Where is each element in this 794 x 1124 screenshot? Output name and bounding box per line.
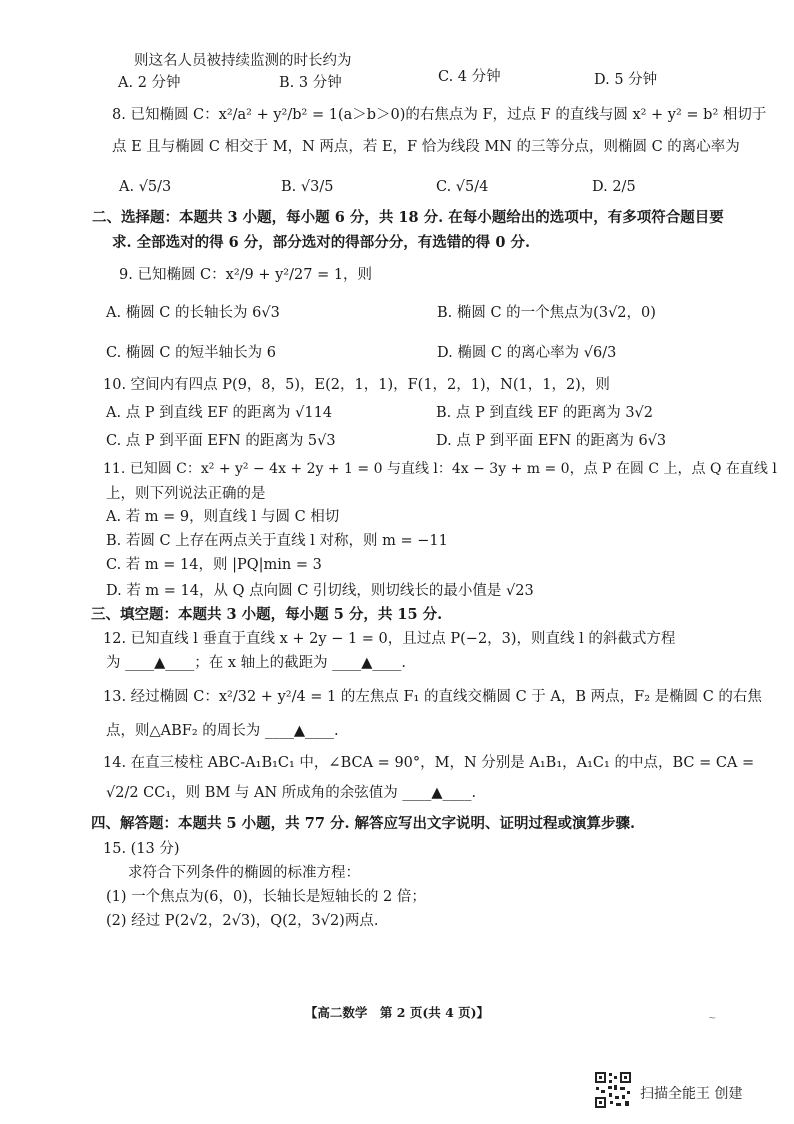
q9-option-d: D. 椭圆 C 的离心率为 √6/3: [437, 345, 617, 361]
q10-option-d: D. 点 P 到平面 EFN 的距离为 6√3: [436, 433, 667, 449]
q8-option-b: B. √3/5: [281, 179, 334, 195]
q11-line2: 上，则下列说法正确的是: [106, 486, 266, 502]
q7-option-d: D. 5 分钟: [594, 72, 658, 88]
q10-option-a: A. 点 P 到直线 EF 的距离为 √114: [106, 405, 333, 421]
q8-option-d: D. 2/5: [592, 179, 636, 195]
q10-option-b: B. 点 P 到直线 EF 的距离为 3√2: [436, 405, 654, 421]
q11-line1: 11. 已知圆 C：x² + y² − 4x + 2y + 1 = 0 与直线 l：4x − 3y + m = 0，点 P 在圆 C 上，点 Q 在直线 l: [103, 461, 777, 477]
q11-option-d: D. 若 m = 14，从 Q 点向圆 C 引切线，则切线长的最小值是 √23: [106, 583, 534, 599]
q11-option-b: B. 若圆 C 上存在两点关于直线 l 对称，则 m = −11: [106, 533, 448, 549]
q14-line2: √2/2 CC₁，则 BM 与 AN 所成角的余弦值为 ____▲____.: [106, 785, 477, 801]
q13-line2: 点，则△ABF₂ 的周长为 ____▲____.: [106, 723, 339, 739]
q12-line2: 为 ____▲____；在 x 轴上的截距为 ____▲____.: [106, 655, 407, 671]
q10-stem: 10. 空间内有四点 P(9，8，5)，E(2，1，1)，F(1，2，1)，N(1，1，2)，则: [103, 377, 610, 393]
q7-option-c: C. 4 分钟: [438, 69, 501, 85]
q7-stem: 则这名人员被持续监测的时长约为: [134, 53, 352, 69]
page-footer: 【高二数学 第 2 页(共 4 页)】: [304, 1005, 490, 1020]
scanner-brand-text: 扫描全能王 创建: [640, 1086, 743, 1102]
q8-line2: 点 E 且与椭圆 C 相交于 M，N 两点，若 E，F 恰为线段 MN 的三等分点，则椭圆 C 的离心率为: [112, 139, 740, 155]
q7-option-b: B. 3 分钟: [279, 75, 342, 91]
section4: 四、解答题：本题共 5 小题，共 77 分. 解答应写出文字说明、证明过程或演算步骤.: [91, 815, 636, 832]
section2-line2: 求. 全部选对的得 6 分，部分选对的得部分分，有选错的得 0 分.: [112, 234, 531, 251]
q8-option-a: A. √5/3: [119, 179, 172, 195]
section3: 三、填空题：本题共 3 小题，每小题 5 分，共 15 分.: [91, 606, 443, 623]
q15-part2: (2) 经过 P(2√2，2√3)，Q(2，3√2)两点.: [106, 913, 379, 929]
q9-option-c: C. 椭圆 C 的短半轴长为 6: [106, 345, 276, 361]
q9-stem: 9. 已知椭圆 C：x²/9 + y²/27 = 1，则: [119, 267, 373, 283]
q11-option-a: A. 若 m = 9，则直线 l 与圆 C 相切: [106, 509, 340, 525]
q9-option-a: A. 椭圆 C 的长轴长为 6√3: [106, 305, 280, 321]
qr-code-icon: [594, 1071, 632, 1109]
q13-line1: 13. 经过椭圆 C：x²/32 + y²/4 = 1 的左焦点 F₁ 的直线交椭圆 C 于 A，B 两点，F₂ 是椭圆 C 的右焦: [103, 689, 762, 705]
scan-speck: ~: [708, 1013, 717, 1024]
q14-line1: 14. 在直三棱柱 ABC-A₁B₁C₁ 中，∠BCA = 90°，M，N 分别是 A₁B₁，A₁C₁ 的中点，BC = CA =: [103, 755, 755, 771]
q11-option-c: C. 若 m = 14，则 |PQ|min = 3: [106, 557, 322, 573]
q7-option-a: A. 2 分钟: [118, 75, 181, 91]
q9-option-b: B. 椭圆 C 的一个焦点为(3√2，0): [437, 305, 656, 321]
q12-line1: 12. 已知直线 l 垂直于直线 x + 2y − 1 = 0，且过点 P(−2，3)，则直线 l 的斜截式方程: [103, 631, 676, 647]
q15-part1: (1) 一个焦点为(6，0)，长轴长是短轴长的 2 倍；: [106, 889, 426, 905]
q8-line1: 8. 已知椭圆 C：x²/a² + y²/b² = 1(a＞b＞0)的右焦点为 F，过点 F 的直线与圆 x² + y² = b² 相切于: [112, 107, 767, 123]
section2-line1: 二、选择题：本题共 3 小题，每小题 6 分，共 18 分. 在每小题给出的选项中，有多项符合题目要: [92, 209, 724, 226]
q8-option-c: C. √5/4: [436, 179, 489, 195]
q10-option-c: C. 点 P 到平面 EFN 的距离为 5√3: [106, 433, 336, 449]
q15-stem: 求符合下列条件的椭圆的标准方程：: [128, 865, 360, 881]
q15-head: 15. (13 分): [103, 841, 180, 857]
